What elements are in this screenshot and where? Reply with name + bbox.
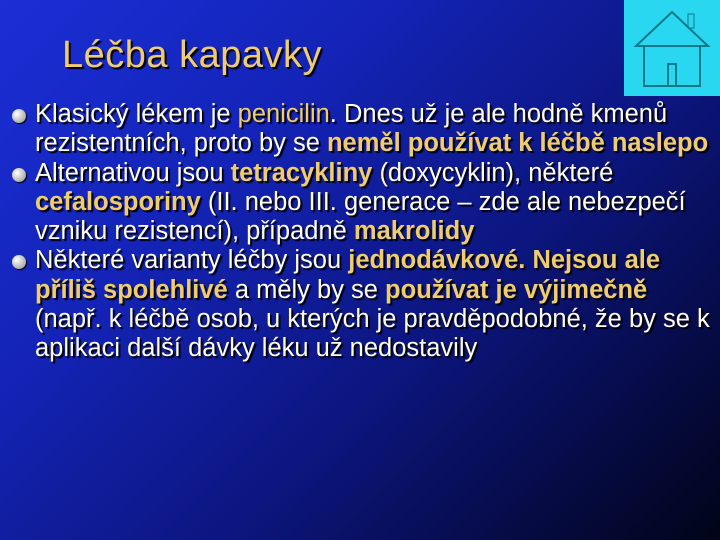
bullet-text: Některé varianty léčby jsou <box>35 246 349 275</box>
bullet-list <box>12 100 712 364</box>
bullet-dot <box>12 255 26 269</box>
bullet-text: (např. k léčbě osob, u kterých je pravděpodobné, že by se k aplikaci další dávky léku už nedostavily <box>35 305 710 363</box>
house-icon <box>624 0 720 96</box>
slide-title: Léčba kapavky <box>62 34 322 76</box>
highlight-text: neměl používat k léčbě naslepo <box>326 129 709 158</box>
bullet-item <box>12 100 712 159</box>
highlight-makrolidy: makrolidy <box>353 217 475 246</box>
bullet-text: . Dnes už je ale hodně kmenů rezistentních, proto by se <box>35 100 668 158</box>
bullet-text: a měly by se <box>227 275 386 304</box>
bullet-dot <box>12 168 26 182</box>
bullet-text: (doxycyklin), některé <box>372 158 614 187</box>
bullet-dot <box>12 109 26 123</box>
highlight-vyjimecne: používat je výjimečně <box>385 275 648 304</box>
home-button[interactable] <box>624 0 720 96</box>
bullet-text: (II. nebo III. generace – zde ale nebezpečí vzniku rezistencí), případně <box>35 187 686 246</box>
bullet-item <box>12 246 712 363</box>
bullet-text: Alternativou jsou <box>35 158 231 187</box>
highlight-jednodavkove: jednodávkové. Nejsou ale příliš spolehlivé <box>35 246 661 304</box>
highlight-penicilin: penicilin <box>237 100 330 128</box>
highlight-tetracykliny: tetracykliny <box>230 158 373 187</box>
bullet-item <box>12 159 712 247</box>
bullet-text: Klasický lékem je <box>35 100 238 128</box>
highlight-cefalosporiny: cefalosporiny <box>35 187 201 216</box>
